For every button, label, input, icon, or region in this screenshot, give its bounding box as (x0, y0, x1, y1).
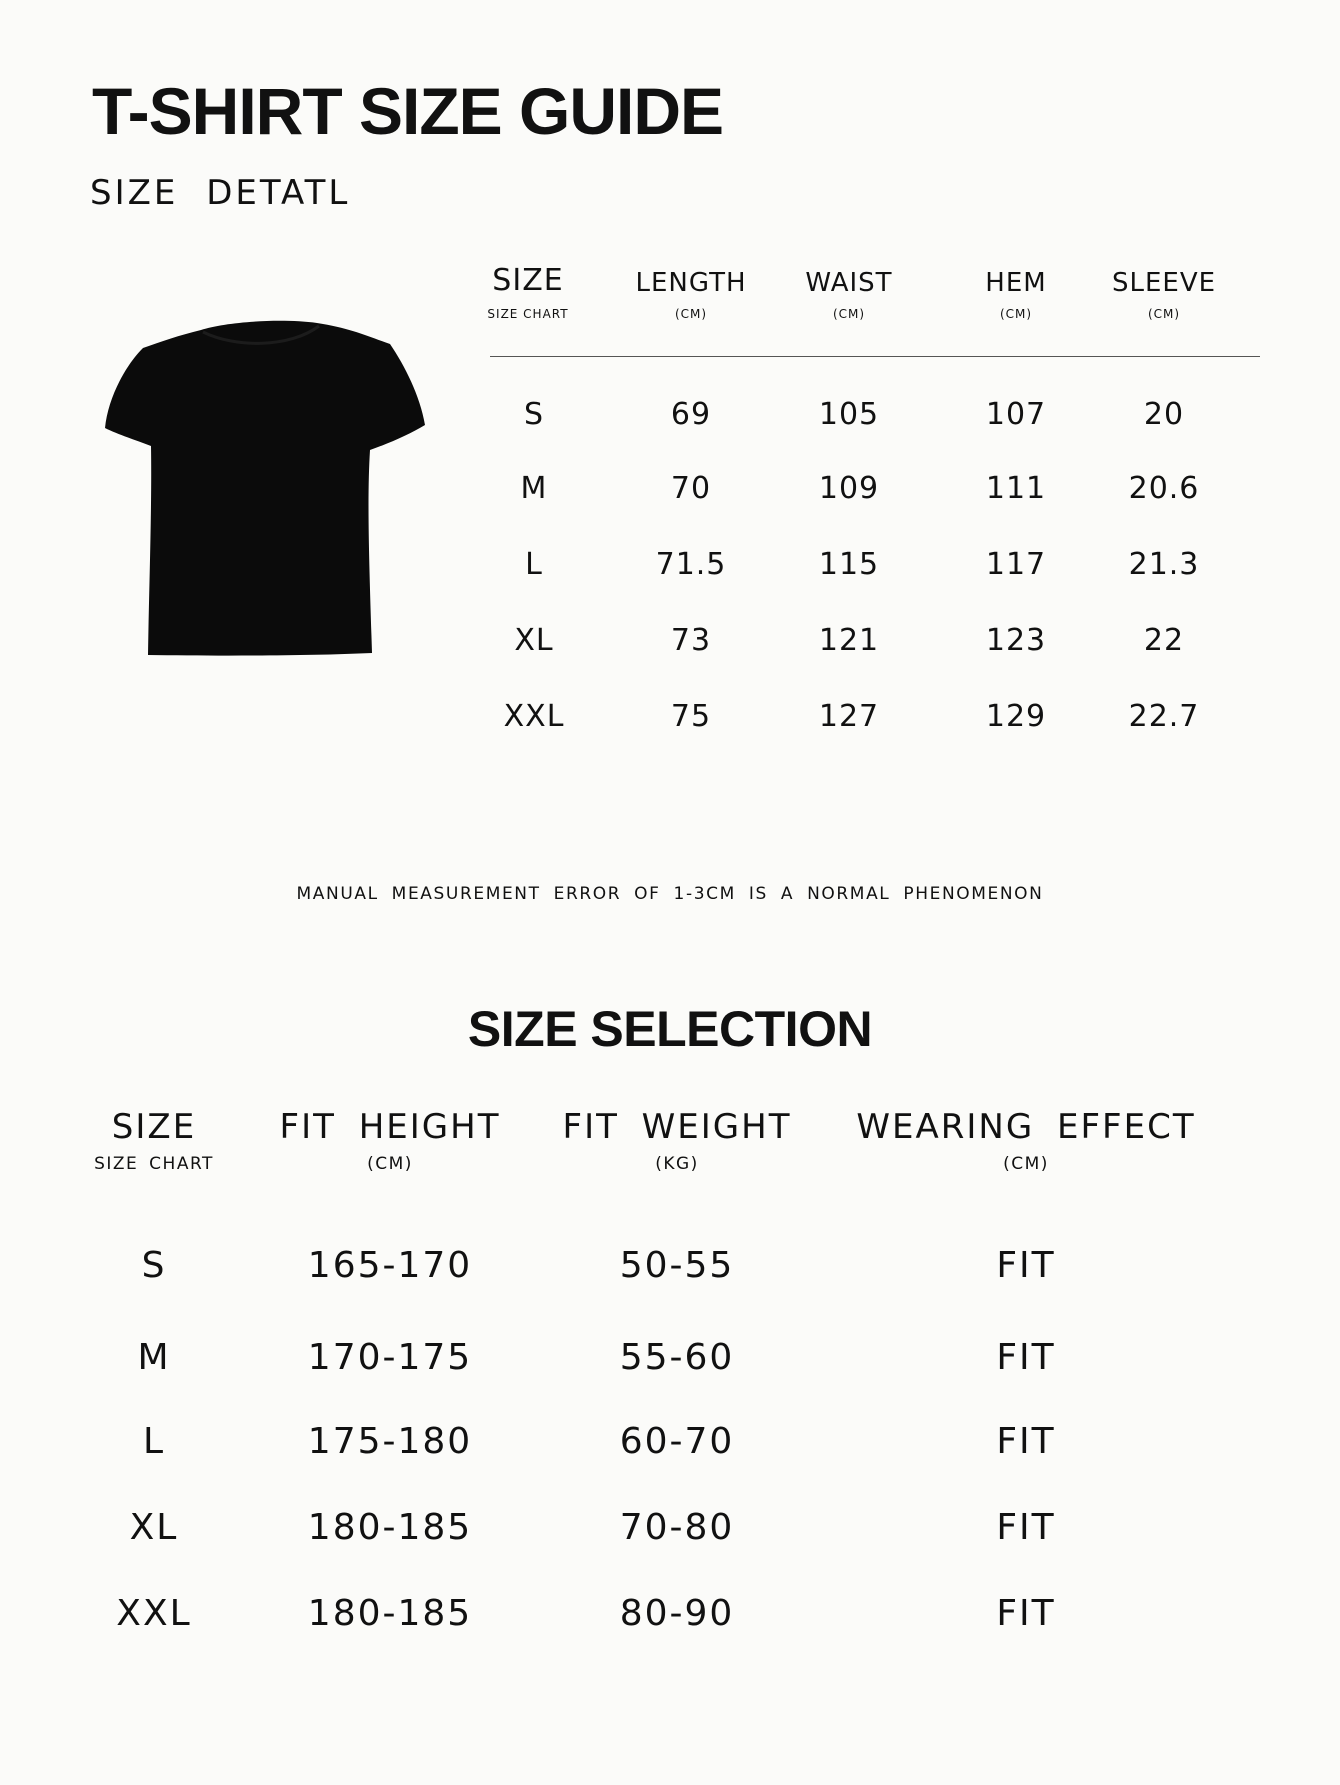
hem-cell: 107 (985, 397, 1047, 432)
wearing-effect-cell: FIT (996, 1507, 1056, 1548)
column-header-length: LENGTH (635, 268, 747, 298)
size-cell: S (141, 1245, 167, 1286)
column-unit-length: (CM) (674, 307, 708, 321)
fit-weight-cell: 70-80 (619, 1507, 735, 1548)
hem-cell: 117 (985, 547, 1047, 582)
waist-cell: 105 (818, 397, 880, 432)
column-unit-size: SIZE CHART (487, 307, 569, 321)
size-cell: M (137, 1337, 171, 1378)
fit-height-cell: 180-185 (307, 1507, 473, 1548)
waist-cell: 109 (818, 471, 880, 506)
fit-weight-cell: 80-90 (619, 1593, 735, 1634)
column-unit-sleeve: (CM) (1147, 307, 1181, 321)
size-selection-table (0, 1100, 1340, 1700)
size-cell: L (142, 1421, 166, 1462)
size-cell: S (523, 397, 545, 432)
wearing-effect-cell: FIT (996, 1337, 1056, 1378)
waist-cell: 127 (818, 699, 880, 734)
sleeve-cell: 21.3 (1128, 547, 1200, 582)
black-tshirt-icon (105, 318, 425, 663)
sleeve-cell: 22.7 (1128, 699, 1200, 734)
size-cell: XL (514, 623, 554, 658)
tshirt-body (105, 321, 425, 656)
hem-cell: 111 (985, 471, 1047, 506)
size-cell: XXL (503, 699, 565, 734)
tshirt-illustration (105, 318, 425, 663)
column-header-fit-weight: FIT WEIGHT (562, 1107, 792, 1147)
length-cell: 71.5 (655, 547, 727, 582)
size-detail-table (480, 260, 1260, 734)
fit-weight-cell: 50-55 (619, 1245, 735, 1286)
column-unit-fit-weight: (KG) (655, 1154, 699, 1174)
fit-height-cell: 165-170 (307, 1245, 473, 1286)
fit-weight-cell: 60-70 (619, 1421, 735, 1462)
hem-cell: 129 (985, 699, 1047, 734)
page-title: T-SHIRT SIZE GUIDE (92, 74, 724, 148)
column-header-hem: HEM (985, 268, 1047, 298)
fit-height-cell: 180-185 (307, 1593, 473, 1634)
fit-height-cell: 175-180 (307, 1421, 473, 1462)
column-header-sleeve: SLEEVE (1111, 268, 1217, 298)
column-header-wearing-effect: WEARING EFFECT (856, 1107, 1196, 1147)
column-unit-wearing-effect: (CM) (1003, 1154, 1049, 1174)
fit-weight-cell: 55-60 (619, 1337, 735, 1378)
wearing-effect-cell: FIT (996, 1245, 1056, 1286)
length-cell: 69 (670, 397, 712, 432)
sleeve-cell: 20.6 (1128, 471, 1200, 506)
header-divider (490, 356, 1260, 357)
hem-cell: 123 (985, 623, 1047, 658)
column-header-size: SIZE (492, 263, 564, 298)
length-cell: 73 (670, 623, 712, 658)
wearing-effect-cell: FIT (996, 1421, 1056, 1462)
column-header-size: SIZE (111, 1107, 197, 1147)
column-header-fit-height: FIT HEIGHT (279, 1107, 501, 1147)
column-unit-fit-height: (CM) (367, 1154, 413, 1174)
page-subtitle: SIZE DETATL (90, 173, 351, 213)
length-cell: 75 (670, 699, 712, 734)
size-cell: XXL (116, 1593, 192, 1634)
column-unit-waist: (CM) (832, 307, 866, 321)
sleeve-cell: 20 (1143, 397, 1185, 432)
column-unit-size: SIZE CHART (94, 1154, 214, 1174)
size-cell: M (520, 471, 548, 506)
length-cell: 70 (670, 471, 712, 506)
waist-cell: 115 (818, 547, 880, 582)
column-unit-hem: (CM) (999, 307, 1033, 321)
sleeve-cell: 22 (1143, 623, 1185, 658)
wearing-effect-cell: FIT (996, 1593, 1056, 1634)
column-header-waist: WAIST (805, 268, 893, 298)
measurement-note: MANUAL MEASUREMENT ERROR OF 1-3CM IS A NORMAL PHENOMENON (296, 884, 1044, 904)
size-cell: XL (129, 1507, 179, 1548)
size-cell: L (525, 547, 543, 582)
waist-cell: 121 (818, 623, 880, 658)
fit-height-cell: 170-175 (307, 1337, 473, 1378)
size-selection-title: SIZE SELECTION (467, 1001, 873, 1057)
